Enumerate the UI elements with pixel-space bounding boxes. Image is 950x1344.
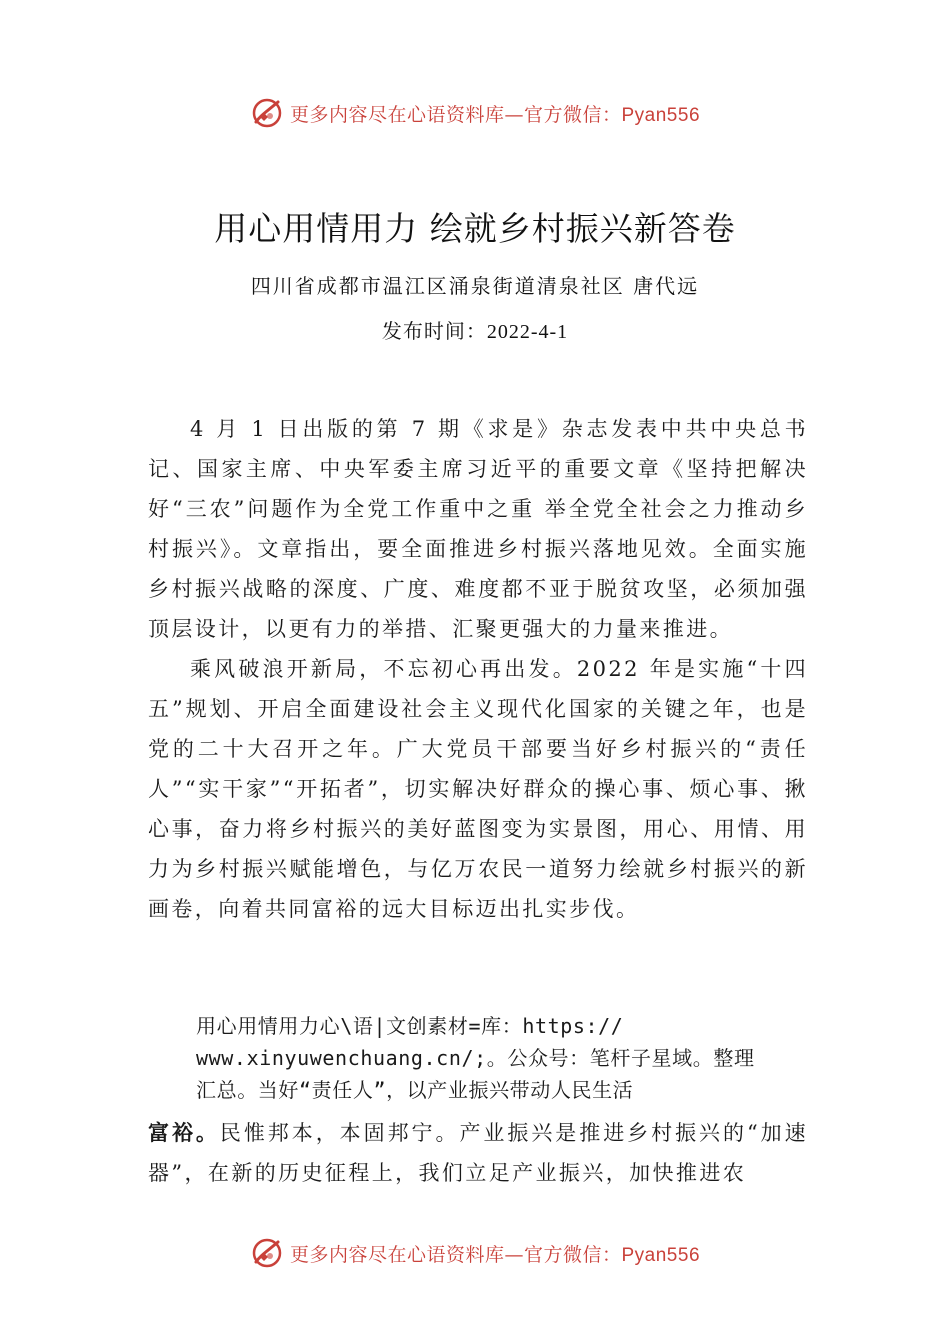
paragraph-1: 4 月 1 日出版的第 7 期《求是》杂志发表中共中央总书记、国家主席、中央军委主席习近平的重要文章《坚持把解决好“三农”问题作为全党工作重中之重 举全党全社会之力推动乡村振兴》。文章指出，要全面推进乡村振兴落地见效。全面实施乡村振兴战略的深度、广度、难度都不亚于脱贫攻坚，必须加强顶层设计，以更有力的举措、汇聚更强大的力量来推进。 [148, 417, 808, 641]
banner-dash: — [504, 1243, 524, 1266]
date-value: 2022-4-1 [486, 321, 569, 343]
tail-bold-text: 富裕。 [148, 1120, 220, 1145]
banner-wechat-label: 官方微信： [523, 1243, 622, 1266]
brush-logo-icon [250, 96, 284, 130]
promo-block [196, 1010, 836, 1106]
banner-site-name: 更多内容尽在心语资料库 [289, 103, 505, 126]
date-label: 发布时间： [381, 319, 487, 343]
article-body [148, 409, 808, 929]
article-title: 用心用情用力 绘就乡村振兴新答卷 [214, 209, 736, 248]
banner-text [290, 1240, 700, 1267]
article-author: 四川省成都市温江区涌泉街道清泉社区 唐代远 [250, 274, 700, 298]
promo-line-2: www.xinyuwenchuang.cn/;。公众号：笔杆子星域。整理 [196, 1046, 755, 1070]
banner-text [290, 100, 700, 127]
top-watermark-banner [0, 93, 950, 133]
paragraph-2: 乘风破浪开新局，不忘初心再出发。2022 年是实施“十四五”规划、开启全面建设社会主义现代化国家的关键之年，也是党的二十大召开之年。广大党员干部要当好乡村振兴的“责任人”“实干家”“开拓者”，切实解决好群众的操心事、烦心事、揪心事，奋力将乡村振兴的美好蓝图变为实景图，用心、用情、用力为乡村振兴赋能增色，与亿万农民一道努力绘就乡村振兴的新画卷，向着共同富裕的远大目标迈出扎实步伐。 [148, 657, 808, 921]
brush-logo-icon [250, 1236, 284, 1270]
tail-text: 民惟邦本，本固邦宁。产业振兴是推进乡村振兴的“加速器”，在新的历史征程上，我们立足产业振兴，加快推进农 [148, 1121, 808, 1185]
banner-wechat-id: Pyan556 [621, 104, 701, 126]
banner-wechat-label: 官方微信： [523, 103, 622, 126]
promo-line-3: 汇总。当好“责任人”，以产业振兴带动人民生活 [196, 1078, 634, 1102]
bottom-watermark-banner [0, 1233, 950, 1273]
article-tail [148, 1113, 808, 1193]
article-date [0, 315, 950, 344]
tail-paragraph [148, 1113, 808, 1193]
promo-line-1: 用心用情用力心\语|文创素材=库：https:// [196, 1014, 624, 1038]
banner-site-name: 更多内容尽在心语资料库 [289, 1243, 505, 1266]
banner-dash: — [504, 103, 524, 126]
banner-wechat-id: Pyan556 [621, 1244, 701, 1266]
